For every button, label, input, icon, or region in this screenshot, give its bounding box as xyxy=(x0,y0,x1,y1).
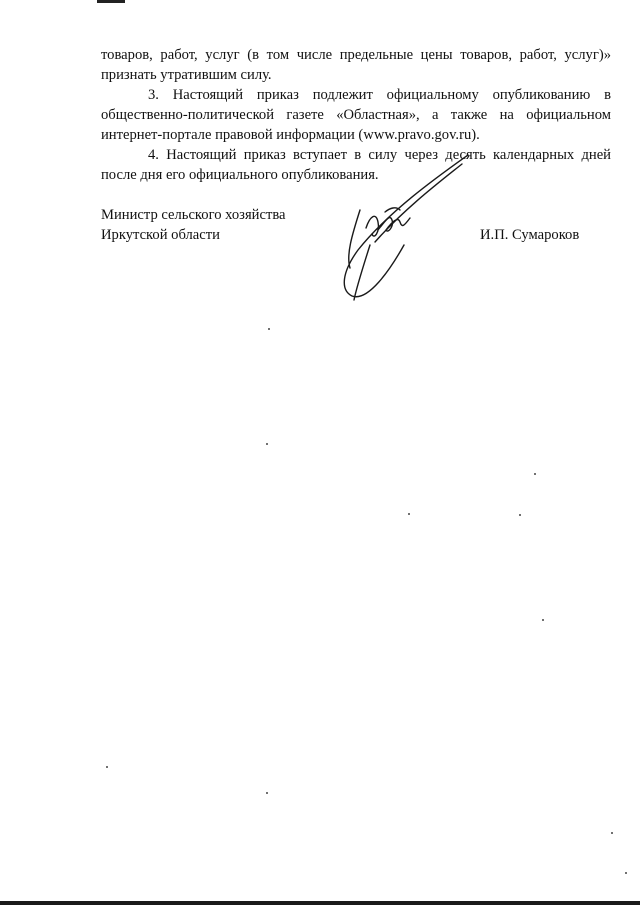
paragraph-item-3: 3. Настоящий приказ подлежит официальному опубликованию в общественно-политической газете «Областная», а также на официальном интернет-портале правовой информации (www.pravo.gov.ru). xyxy=(101,87,611,143)
scan-speck xyxy=(519,514,521,516)
signatory-name: И.П. Сумароков xyxy=(480,227,580,243)
signature-stroke-left xyxy=(349,210,360,268)
scan-speck xyxy=(625,872,627,874)
signature-stroke-loop xyxy=(344,155,468,297)
signatory-position-line2: Иркутской области xyxy=(101,227,220,243)
scan-speck xyxy=(542,619,544,621)
paragraph-continuation: товаров, работ, услуг (в том числе предельные цены товаров, работ, услуг)» признать утратившим силу. xyxy=(101,47,611,83)
paragraph-item-4: 4. Настоящий приказ вступает в силу через десять календарных дней после дня его официального опубликования. xyxy=(101,147,611,183)
scan-speck xyxy=(266,792,268,794)
scan-speck xyxy=(408,513,410,515)
scan-speck xyxy=(611,832,613,834)
scan-bottom-edge xyxy=(0,901,640,905)
signatory-position-line1: Министр сельского хозяйства xyxy=(101,207,286,223)
handwritten-signature xyxy=(330,150,480,305)
scan-speck xyxy=(534,473,536,475)
scan-speck xyxy=(268,328,270,330)
scan-speck xyxy=(106,766,108,768)
signature-stroke-script xyxy=(378,218,410,231)
scan-top-mark xyxy=(97,0,125,3)
signatory-position xyxy=(101,205,286,245)
scan-speck xyxy=(266,443,268,445)
